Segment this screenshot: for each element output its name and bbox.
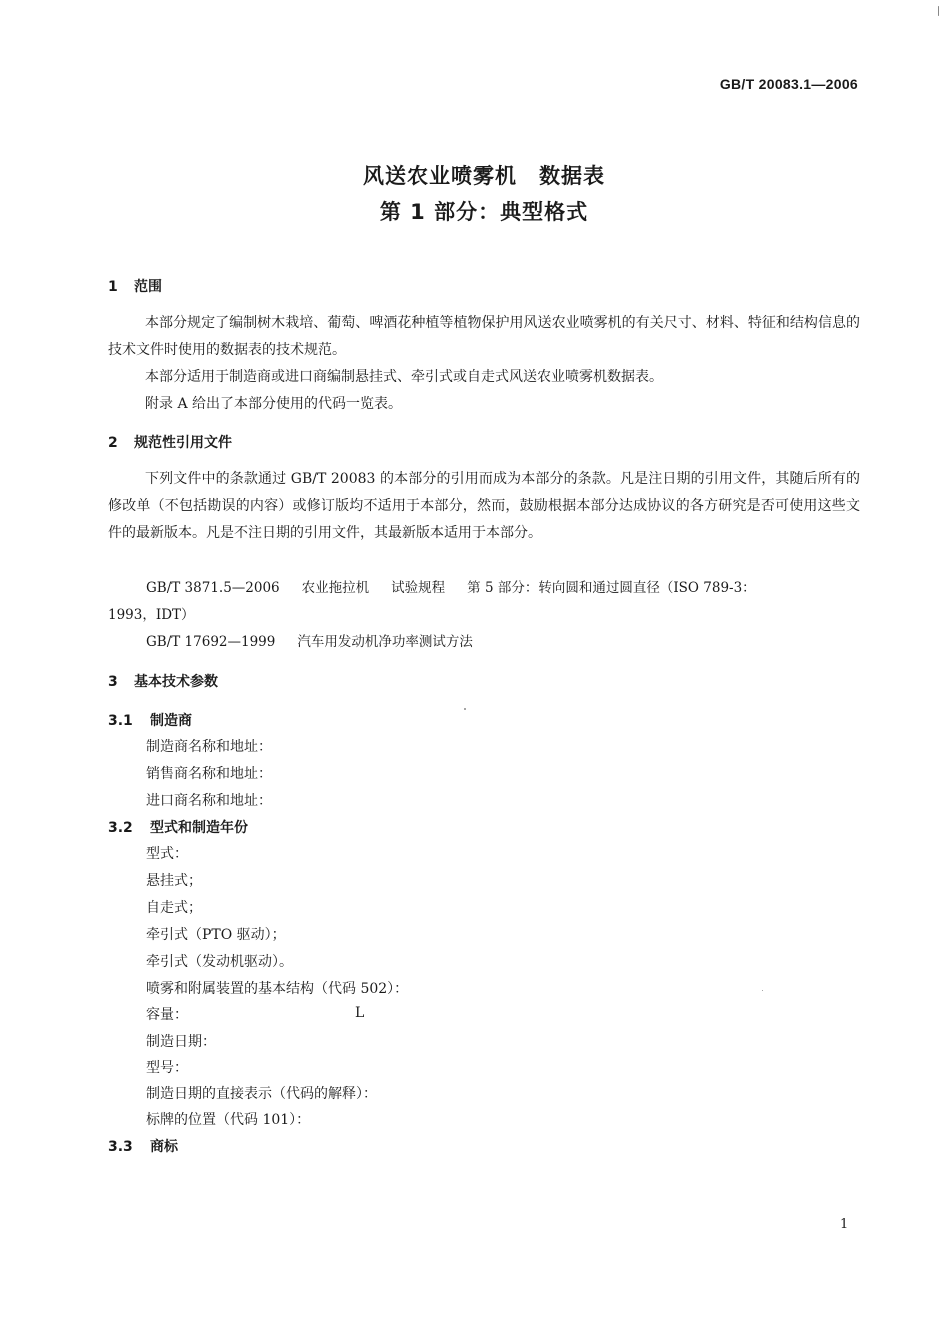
- normative-reference-2: [146, 630, 473, 650]
- standard-code: GB/T 20083.1—2006: [719, 76, 858, 92]
- section-1-heading: [108, 276, 162, 296]
- subsection-number: 3.1: [108, 713, 133, 729]
- subsection-title: 型式和制造年份: [150, 820, 248, 836]
- reference-title: 汽车用发动机净功率测试方法: [297, 634, 473, 650]
- scan-speck: [762, 990, 763, 991]
- list-item: 牵引式（发动机驱动）。: [146, 954, 293, 970]
- list-item: 制造日期：: [146, 1034, 216, 1050]
- list-item: 容量：: [146, 1007, 188, 1023]
- reference-title-part: 农业拖拉机: [301, 580, 370, 596]
- subsection-number: 3.2: [108, 820, 133, 836]
- list-item: 型式：: [146, 846, 188, 862]
- subsection-number: 3.3: [108, 1139, 133, 1155]
- subsection-3-1-heading: [108, 710, 192, 730]
- capacity-unit: L: [355, 1005, 365, 1021]
- section-1-paragraph-3: 附录 A 给出了本部分使用的代码一览表。: [145, 396, 403, 412]
- reference-code: GB/T 17692—1999: [146, 634, 276, 650]
- section-2-heading: [108, 432, 232, 452]
- section-1-paragraph-1: 本部分规定了编制树木栽培、葡萄、啤酒花种植等植物保护用风送农业喷雾机的有关尺寸、材料、特征和结构信息的技术文件时使用的数据表的技术规范。: [108, 315, 860, 358]
- section-title: 基本技术参数: [134, 674, 218, 690]
- scan-speck: [464, 708, 466, 710]
- page-number: 1: [840, 1217, 849, 1232]
- scan-speck: [938, 6, 939, 16]
- list-item: 型号：: [146, 1060, 188, 1076]
- subsection-title: 商标: [150, 1139, 178, 1155]
- document-subtitle: 第 1 部分：典型格式: [379, 200, 589, 224]
- list-item: 标牌的位置（代码 101）：: [146, 1112, 311, 1128]
- section-number: 2: [108, 435, 118, 451]
- list-item: 进口商名称和地址：: [146, 793, 272, 809]
- normative-reference-1-continuation: 1993，IDT）: [108, 607, 195, 623]
- section-title: 范围: [134, 279, 162, 295]
- reference-title-part: 试验规程: [391, 580, 446, 596]
- list-item: 牵引式（PTO 驱动）；: [146, 927, 286, 943]
- section-number: 1: [108, 279, 118, 295]
- list-item: 制造日期的直接表示（代码的解释）：: [146, 1086, 377, 1102]
- subsection-title: 制造商: [150, 713, 192, 729]
- list-item: 销售商名称和地址：: [146, 766, 272, 782]
- list-item: 制造商名称和地址：: [146, 739, 272, 755]
- normative-reference-1: [146, 576, 756, 596]
- section-3-heading: [108, 671, 218, 691]
- list-item: 自走式；: [146, 900, 202, 916]
- subsection-3-3-heading: [108, 1136, 178, 1156]
- reference-code: GB/T 3871.5—2006: [146, 580, 280, 596]
- document-title: 风送农业喷雾机 数据表: [363, 164, 605, 188]
- section-2-paragraph-1: 下列文件中的条款通过 GB/T 20083 的本部分的引用而成为本部分的条款。凡是注日期的引用文件，其随后所有的修改单（不包括勘误的内容）或修订版均不适用于本部分，然而，鼓励根据本部分达成协议的各方研究是否可使用这些文件的最新版本。凡是不注日期的引用文件，其最新版本适用于本部分。: [108, 471, 860, 541]
- section-number: 3: [108, 674, 118, 690]
- subsection-3-2-heading: [108, 817, 248, 837]
- section-1-paragraph-2: 本部分适用于制造商或进口商编制悬挂式、牵引式或自走式风送农业喷雾机数据表。: [145, 369, 663, 385]
- section-title: 规范性引用文件: [134, 435, 232, 451]
- list-item: 悬挂式；: [146, 873, 202, 889]
- reference-title-part: 第 5 部分：转向圆和通过圆直径（ISO 789-3：: [467, 580, 756, 596]
- list-item: 喷雾和附属装置的基本结构（代码 502）：: [146, 981, 409, 997]
